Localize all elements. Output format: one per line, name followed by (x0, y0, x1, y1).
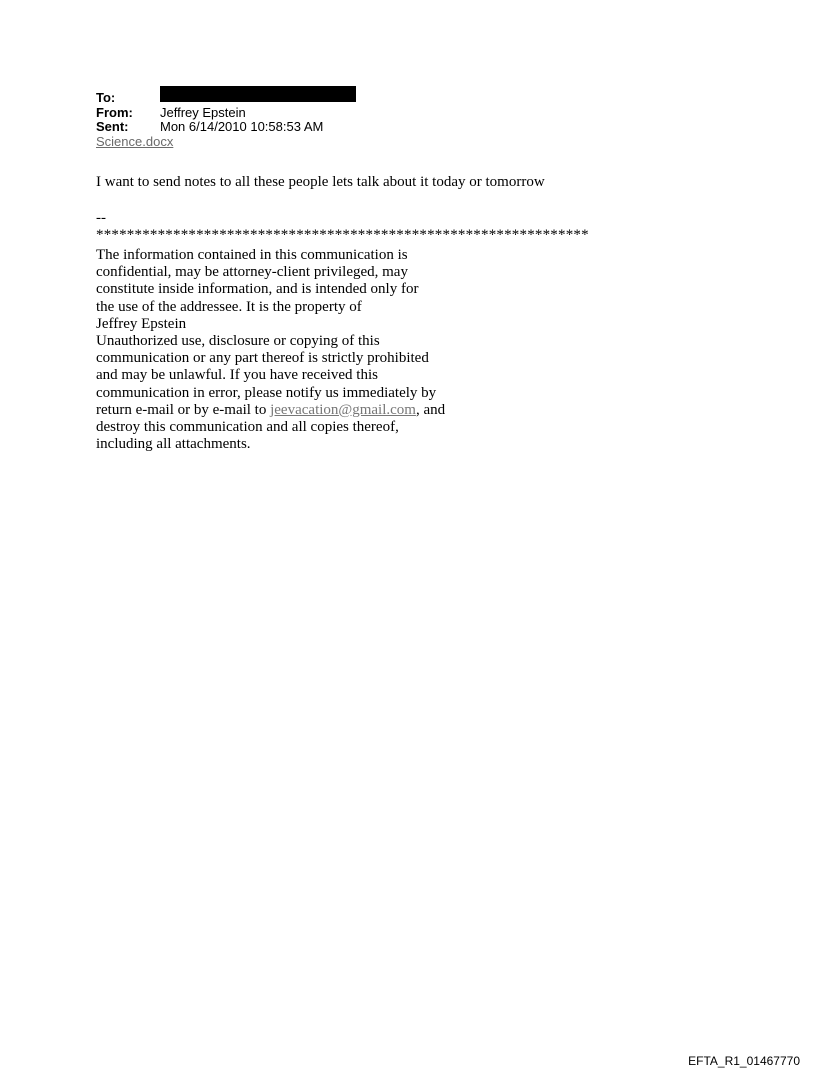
disclaimer-block (96, 247, 445, 453)
disclaimer-line: communication or any part thereof is strictly prohibited (96, 350, 429, 367)
sent-label: Sent: (96, 119, 129, 134)
attachment-row (96, 135, 356, 150)
signature-separator: -- (96, 210, 106, 226)
redaction-block (160, 86, 356, 102)
signature-stars: **************************************************************** (96, 227, 589, 243)
to-row (96, 91, 356, 106)
attachment-link[interactable]: Science.docx (96, 133, 174, 149)
disclaimer-line: The information contained in this communication is (96, 247, 408, 263)
disclaimer-line: including all attachments. (96, 436, 251, 453)
disclaimer-line: Jeffrey Epstein (96, 315, 187, 332)
disclaimer-line: constitute inside information, and is intended only for (96, 281, 419, 298)
disclaimer-line: Unauthorized use, disclosure or copying of this (96, 333, 380, 350)
disclaimer-line: destroy this communication and all copies thereof, (96, 419, 399, 436)
email-link[interactable]: jeevacation@gmail.com (270, 401, 416, 418)
to-label: To: (96, 90, 116, 105)
disclaimer-line: communication in error, please notify us immediately by (96, 384, 437, 401)
disclaimer-line-email (96, 402, 445, 419)
disclaimer-text: return e-mail or by e-mail to (96, 401, 271, 418)
from-label: From: (96, 104, 133, 120)
message-body: I want to send notes to all these people lets talk about it today or tomorrow (96, 174, 545, 190)
document-id: EFTA_R1_01467770 (688, 1054, 800, 1068)
disclaimer-line: the use of the addressee. It is the property of (96, 298, 362, 315)
disclaimer-line: confidential, may be attorney-client privileged, may (96, 264, 408, 281)
from-row (96, 106, 356, 121)
disclaimer-line: and may be unlawful. If you have received this (96, 367, 378, 384)
sent-row (96, 120, 356, 135)
sent-value: Mon 6/14/2010 10:58:53 AM (160, 119, 324, 134)
from-value: Jeffrey Epstein (160, 104, 246, 120)
disclaimer-text: , and (415, 401, 446, 418)
email-header (96, 91, 356, 149)
